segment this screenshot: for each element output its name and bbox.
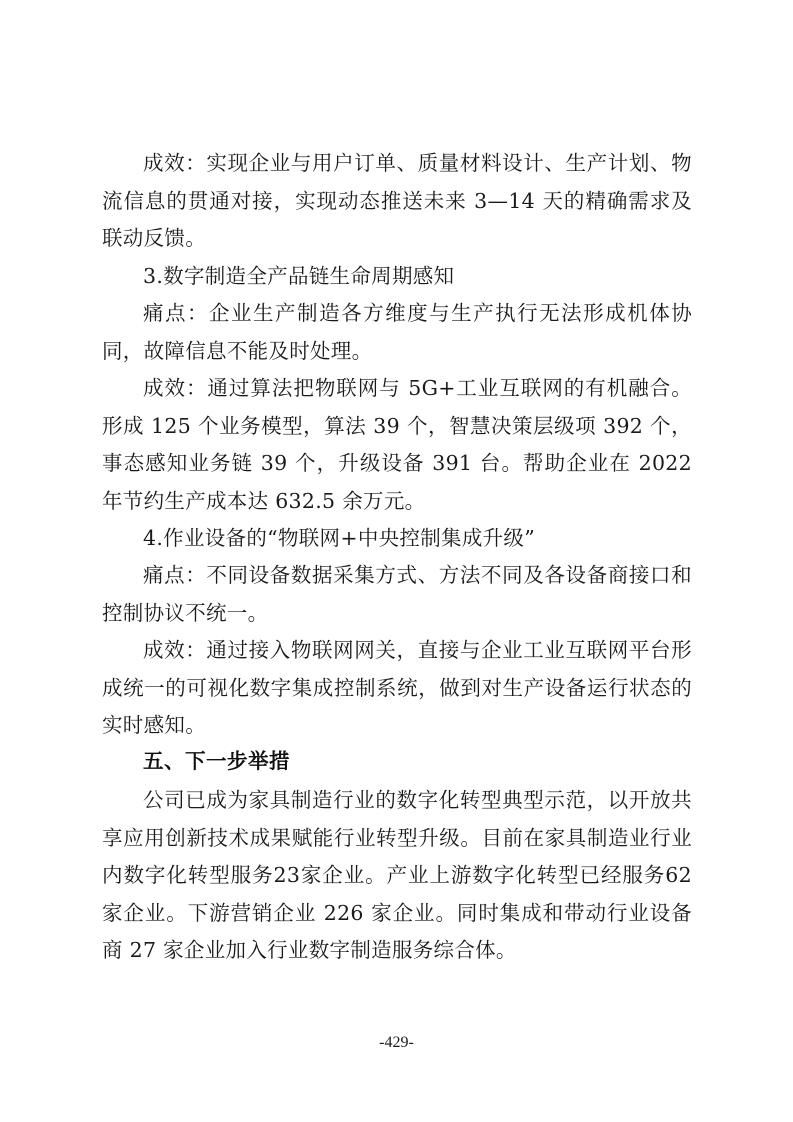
paragraph-equipment-pain-point: 痛点：不同设备数据采集方式、方法不同及各设备商接口和控制协议不统一。 [102, 563, 692, 625]
page-number: -429- [379, 1034, 414, 1051]
paragraph-next-steps: 公司已成为家具制造行业的数字化转型典型示范，以开放共享应用创新技术成果赋能行业转型升级。目前在家具制造业行业内数字化转型服务23家企业。产业上游数字化转型已经服务62家企业。下游营销企业 226 家企业。同时集成和带动行业设备商 27 家企业加入行业数字制造服务综合体。 [102, 788, 692, 962]
section-heading-next-steps: 五、下一步举措 [143, 749, 290, 773]
subheading-lifecycle-perception: 3.数字制造全产品链生命周期感知 [143, 264, 455, 288]
paragraph-lifecycle-pain-point: 痛点：企业生产制造各方维度与生产执行无法形成机体协同，故障信息不能及时处理。 [102, 301, 692, 363]
paragraph-equipment-result: 成效：通过接入物联网网关，直接与企业工业互联网平台形成统一的可视化数字集成控制系统，做到对生产设备运行状态的实时感知。 [102, 638, 692, 737]
subheading-equipment-upgrade: 4.作业设备的“物联网+中央控制集成升级” [143, 526, 535, 550]
paragraph-order-integration-result: 成效：实现企业与用户订单、质量材料设计、生产计划、物流信息的贯通对接，实现动态推送未来 3—14 天的精确需求及联动反馈。 [102, 151, 692, 250]
paragraph-lifecycle-result: 成效：通过算法把物联网与 5G+工业互联网的有机融合。形成 125 个业务模型，算法 39 个，智慧决策层级项 392 个，事态感知业务链 39 个，升级设备 391 台。帮助企业在 2022 年节约生产成本达 632.5 余万元。 [102, 376, 692, 513]
